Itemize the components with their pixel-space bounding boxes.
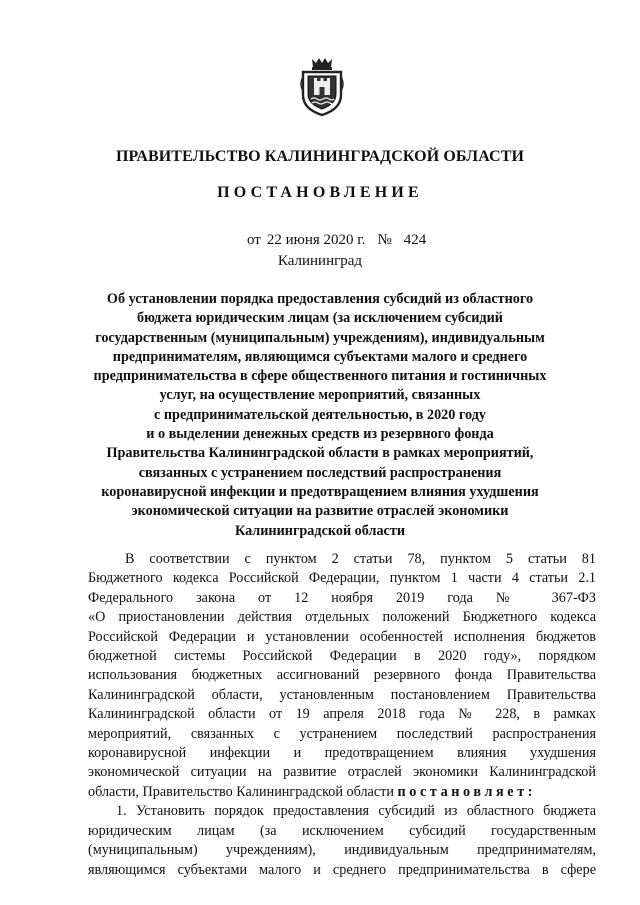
subject-line: Правительства Калининградской области в рамках мероприятий, [106,445,534,462]
body-line: Бюджетного кодекса Российской Федерации, пунктом 1 части 4 статьи 2.1 [88,570,596,587]
body-line: коронавирусной инфекции и предотвращением влияния ухудшения [88,745,596,762]
date-number-line [247,232,426,249]
body-line: юридическим лицам (за исключением субсидий государственным [88,822,596,839]
body-line: Калининградской области, установленным постановлением Правительства [88,686,596,703]
document-date: 22 июня 2020 г. [266,232,366,248]
subject-line: связанных с устранением последствий распространения [138,464,502,481]
body-line: В соответствии с пунктом 2 статьи 78, пунктом 5 статьи 81 [125,551,596,567]
body-line: Федерального закона от 12 ноября 2019 года № 367-ФЗ [88,589,596,606]
document-body [88,550,596,880]
body-line: экономической ситуации на развитие отраслей экономики Калининградской [88,764,596,781]
subject-line: предпринимательства в сфере общественного питания и гостиничных [93,368,547,385]
date-prefix: от [247,232,261,248]
subject-line: с предпринимательской деятельностью, в 2020 году [154,406,486,423]
subject-line: и о выделении денежных средств из резервного фонда [146,426,494,443]
subject-line: Калининградской области [234,522,405,539]
body-line: 1. Установить порядок предоставления субсидий из областного бюджета [116,803,596,820]
body-line: Калининградской области от 19 апреля 2018 года № 228, в рамках [88,706,596,723]
document-type: ПОСТАНОВЛЕНИЕ [217,184,423,201]
subject-line: услуг, на осуществление мероприятий, связанных [159,387,481,404]
body-line: мероприятий, связанных с устранением последствий распространения [88,725,596,742]
subject-line: Об установлении порядка предоставления субсидий из областного [106,291,534,307]
subject-line: государственным (муниципальным) учреждениям), индивидуальным [95,329,545,346]
body-line: (муниципальным) учреждениям), индивидуальным предпринимателям, [88,842,596,859]
subject-line: предпринимателям, являющимся субъектами малого и среднего [112,348,528,365]
body-line: бюджетной системы Российской Федерации в 2020 году», порядком [88,648,596,665]
body-line: использования бюджетных ассигнований резервного фонда Правительства [88,667,596,684]
subject-line: экономической ситуации на развитие отраслей экономики [131,503,509,520]
document-number: 424 [403,232,427,248]
government-title: ПРАВИТЕЛЬСТВО КАЛИНИНГРАДСКОЙ ОБЛАСТИ [115,148,525,165]
body-line: «О приостановлении действия отдельных положений Бюджетного кодекса [88,609,596,626]
body-line: являющимся субъектами малого и среднего предпринимательства в сфере [88,861,596,878]
body-line: Российской Федерации и установлении особенностей исполнения бюджетов [88,628,596,645]
resolves-word: постановляет: [397,783,537,800]
body-line-resolution [88,783,596,802]
document-subject [80,290,560,541]
number-sign: № [377,232,392,248]
body-line: области, Правительство Калининградской области [88,783,394,800]
subject-line: бюджета юридическим лицам (за исключением субсидий [137,310,503,327]
city-name: Калининград [277,253,363,269]
coat-of-arms-icon [299,57,345,117]
subject-line: коронавирусной инфекции и предотвращением влияния ухудшения [101,483,539,500]
